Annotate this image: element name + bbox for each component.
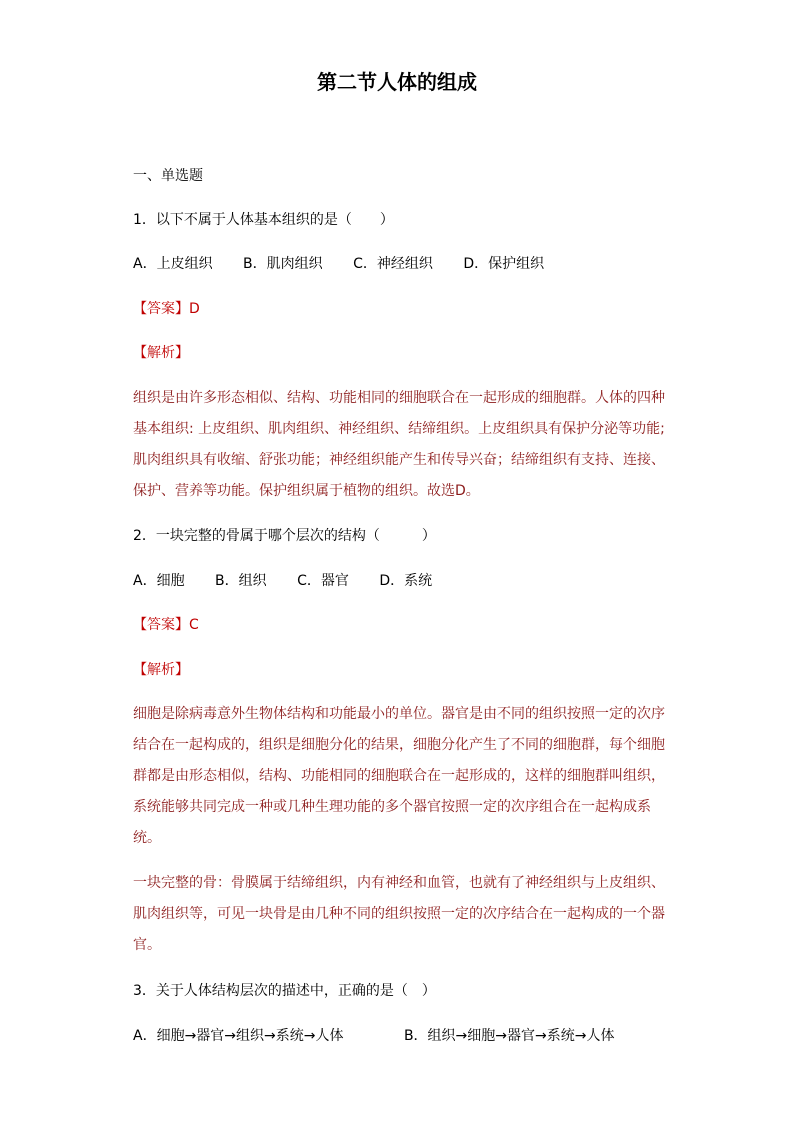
answer-label: 【答案】 (133, 301, 189, 317)
analysis-line: 肌肉组织具有收缩、舒张功能；神经组织能产生和传导兴奋；结缔组织有支持、连接、 (133, 452, 665, 468)
option-d: D．保护组织 (463, 256, 545, 272)
question-1-stem: 1．以下不属于人体基本组织的是（ ） (133, 212, 394, 228)
question-2-analysis-para-2 (133, 868, 673, 961)
question-2-options (133, 571, 432, 591)
analysis-line: 组织是由许多形态相似、结构、功能相同的细胞联合在一起形成的细胞群。人体的四种 (133, 390, 665, 406)
option-b: B．组织 (215, 573, 267, 589)
option-b: B．肌肉组织 (243, 256, 323, 272)
analysis-line: 系统能够共同完成一种或几种生理功能的多个器官按照一定的次序组合在一起构成系 (133, 799, 651, 815)
option-a: A．细胞 (133, 573, 185, 589)
analysis-line: 细胞是除病毒意外生物体结构和功能最小的单位。器官是由不同的组织按照一定的次序 (133, 706, 665, 722)
option-c: C．神经组织 (353, 256, 433, 272)
analysis-line: 结合在一起构成的，组织是细胞分化的结果，细胞分化产生了不同的细胞群，每个细胞 (133, 737, 665, 753)
analysis-line: 统。 (133, 830, 161, 846)
answer-value: C (189, 617, 199, 633)
analysis-line: 肌肉组织等，可见一块骨是由几种不同的组织按照一定的次序结合在一起构成的一个器 (133, 906, 665, 922)
analysis-line: 基本组织: 上皮组织、肌肉组织、神经组织、结缔组织。上皮组织具有保护分泌等功能; (133, 421, 665, 437)
section-heading: 一、单选题 (133, 168, 203, 184)
option-d: D．系统 (379, 573, 433, 589)
question-1-analysis-label: 【解析】 (133, 345, 189, 361)
option-c: C．器官 (297, 573, 349, 589)
option-a: A．细胞→器官→组织→系统→人体 (133, 1028, 344, 1044)
answer-label: 【答案】 (133, 617, 189, 633)
question-3-options (133, 1026, 614, 1046)
question-2-analysis-label: 【解析】 (133, 662, 189, 678)
analysis-line: 保护、营养等功能。保护组织属于植物的组织。故选D。 (133, 483, 480, 499)
question-2-answer (133, 615, 199, 635)
question-3-stem: 3．关于人体结构层次的描述中，正确的是（ ） (133, 983, 436, 999)
question-1-analysis (133, 383, 673, 507)
question-1-answer (133, 299, 200, 319)
option-b: B．组织→细胞→器官→系统→人体 (403, 1028, 615, 1044)
analysis-line: 群都是由形态相似，结构、功能相同的细胞联合在一起形成的，这样的细胞群叫组织， (133, 768, 665, 784)
question-2-stem: 2．一块完整的骨属于哪个层次的结构（ ） (133, 528, 436, 544)
option-a: A．上皮组织 (133, 256, 213, 272)
page-title: 第二节人体的组成 (317, 70, 477, 94)
question-2-analysis-para-1 (133, 699, 673, 854)
analysis-line: 官。 (133, 937, 161, 953)
question-1-options (133, 254, 544, 274)
answer-value: D (189, 301, 200, 317)
analysis-line: 一块完整的骨：骨膜属于结缔组织，内有神经和血管，也就有了神经组织与上皮组织、 (133, 875, 665, 891)
